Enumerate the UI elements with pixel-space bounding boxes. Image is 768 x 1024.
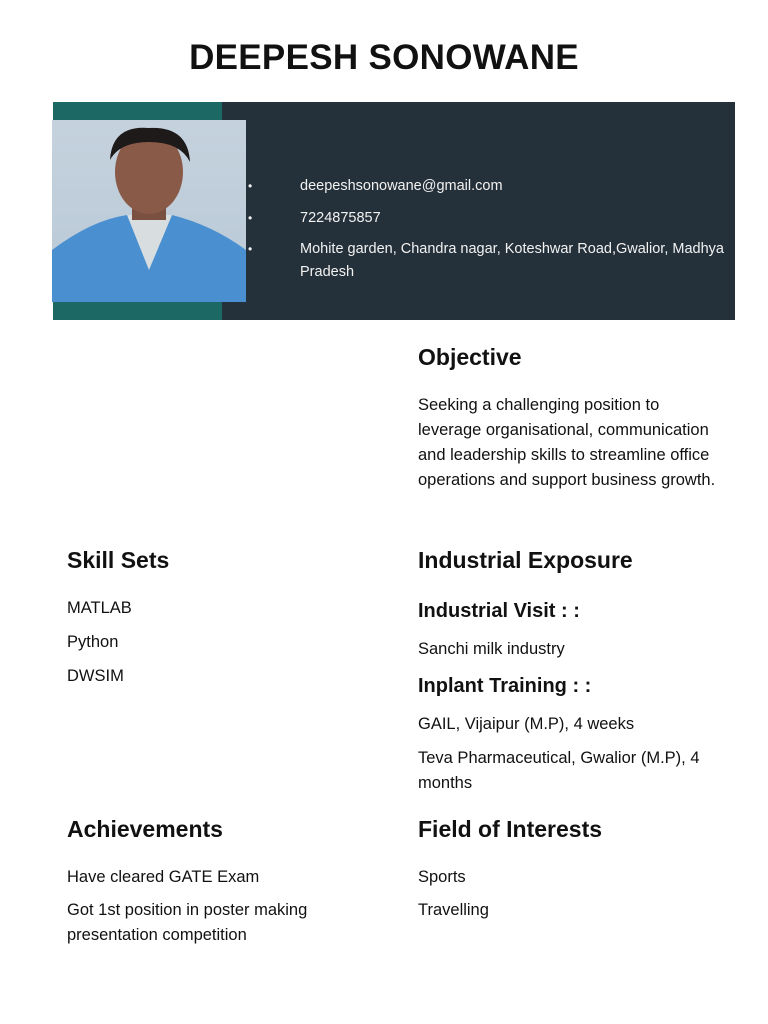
profile-photo [52,120,246,302]
training-item: GAIL, Vijaipur (M.P), 4 weeks [418,715,635,733]
interests-heading: Field of Interests [418,816,603,842]
skill-item: DWSIM [67,667,124,685]
skills-heading: Skill Sets [67,547,170,573]
bullet: • [248,179,253,193]
bullet: • [248,242,253,256]
interest-item: Sports [418,868,466,886]
objective-heading: Objective [418,344,522,370]
skill-item: Python [67,633,119,651]
objective-text: Seeking a challenging position to leverage organisational, communication and leadership skills to streamline office operations and support business growth. [418,396,716,489]
skills-list [67,596,132,689]
achievements-heading: Achievements [67,816,223,842]
interest-item: Travelling [418,901,489,919]
industrial-visit-heading: Industrial Visit : : [418,600,580,622]
exposure-heading: Industrial Exposure [418,547,633,573]
training-item: Teva Pharmaceutical, Gwalior (M.P), 4 months [418,749,700,792]
visit-item: Sanchi milk industry [418,640,565,658]
email-text: deepeshsonowane@gmail.com [300,178,503,194]
bullet: • [248,211,253,225]
candidate-name: DEEPESH SONOWANE [189,38,579,77]
skill-item: MATLAB [67,599,132,617]
inplant-training-heading: Inplant Training : : [418,675,592,697]
phone-text: 7224875857 [300,210,381,226]
achievement-item: Have cleared GATE Exam [67,868,260,886]
achievement-item: Got 1st position in poster making presentation competition [67,901,308,944]
address-text: Mohite garden, Chandra nagar, Koteshwar Road,Gwalior, Madhya Pradesh [300,241,724,280]
